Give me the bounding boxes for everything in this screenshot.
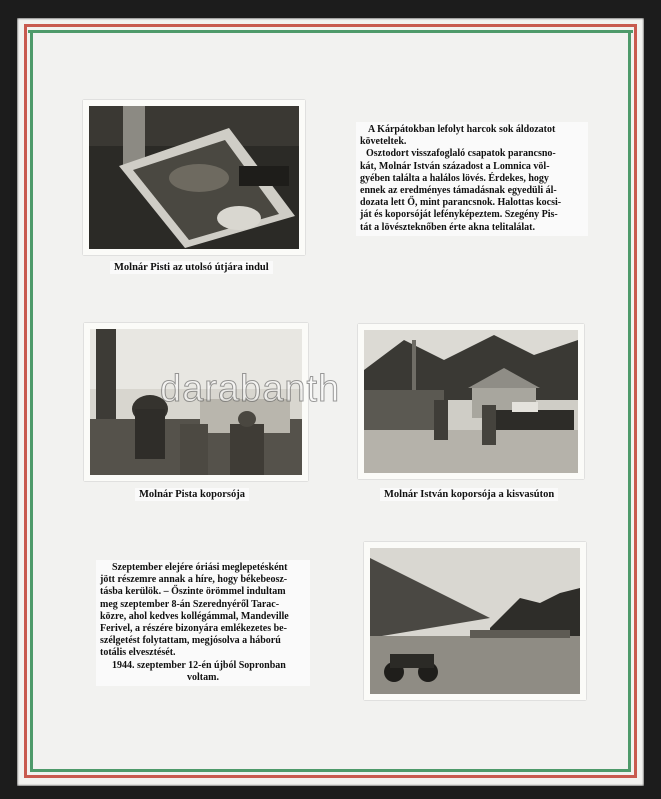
border-stripe-red-bottom <box>24 775 637 778</box>
border-stripe-red-right <box>634 24 637 778</box>
text-line: tásba kerülök. – Őszinte örömmel indultam <box>100 586 286 598</box>
photo-narrow-gauge-railway-image <box>364 330 578 473</box>
text-line: tát a lövészteknőben érte akna telitalálat. <box>360 221 535 233</box>
text-line: Szeptember elejére óriási meglepetésként <box>112 562 288 573</box>
text-line: ennek az eredményes támadásnak egyedüli ál- <box>360 185 557 197</box>
border-stripe-green-top <box>28 30 633 33</box>
border-stripe-green-left <box>30 30 33 772</box>
photo-caption-3: Molnár István koporsója a kisvasúton <box>380 488 558 501</box>
photo-coffin-open <box>83 100 305 255</box>
text-line: 1944. szeptember 12-én újból Sopronban <box>112 659 286 671</box>
photo-coffin-open-image <box>89 106 299 249</box>
photo-valley-motorcycle <box>364 542 586 700</box>
text-block-top <box>356 122 588 236</box>
photo-caption-2: Molnár Pista koporsója <box>135 488 249 501</box>
text-line: kát, Molnár István századost a Lomnica völ- <box>360 160 550 172</box>
text-line: Osztodort visszafoglaló csapatok parancsno- <box>366 148 556 160</box>
text-line: totális elvesztését. <box>100 647 176 659</box>
text-line: gyében találta a halálos lövés. Érdekes, hogy <box>360 172 549 184</box>
photo-valley-motorcycle-image <box>370 548 580 694</box>
photo-caption-1: Molnár Pisti az utolsó útjára indul <box>110 261 273 274</box>
text-line: követeltek. <box>360 136 407 148</box>
photo-coffin-loading <box>84 323 308 481</box>
text-block-bottom <box>96 560 310 686</box>
border-stripe-green-right <box>628 30 631 772</box>
text-line: A Kárpátokban lefolyt harcok sok áldozatot <box>368 124 556 135</box>
text-line: dozata lett Ő, mint parancsnok. Halottas kocsi- <box>360 197 562 209</box>
border-stripe-red-left <box>24 24 27 778</box>
text-line: közre, ahol kedves kollégámmal, Mandeville <box>100 610 289 622</box>
text-line: Ferivel, a részére bizonyára emlékezetes be- <box>100 623 287 635</box>
text-line: meg szeptember 8-án Szerednyéről Tarac- <box>100 598 280 610</box>
border-stripe-red-top <box>24 24 637 27</box>
photo-narrow-gauge-railway <box>358 324 584 479</box>
text-line: jött részemre annak a híre, hogy békebeosz- <box>100 574 288 586</box>
photo-coffin-loading-image <box>90 329 302 475</box>
border-stripe-green-bottom <box>30 769 631 772</box>
text-line: voltam. <box>187 671 219 683</box>
text-line: szélgetést folytattam, megjósolva a háború <box>100 635 281 647</box>
text-line: ját és koporsóját lefényképeztem. Szegény Pis- <box>360 209 558 221</box>
watermark-text: darabanth <box>160 368 341 410</box>
